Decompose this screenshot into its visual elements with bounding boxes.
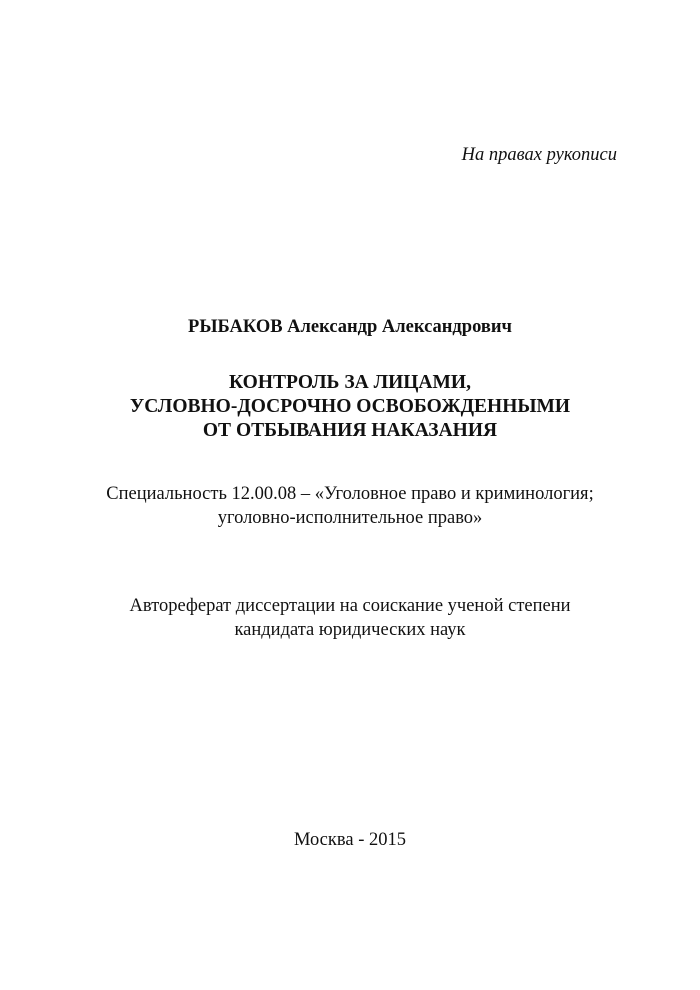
title-line: КОНТРОЛЬ ЗА ЛИЦАМИ,	[229, 372, 471, 393]
specialty-line: уголовно-исполнительное право»	[217, 508, 483, 528]
manuscript-note: На правах рукописи	[461, 145, 617, 165]
degree-line: кандидата юридических наук	[234, 620, 466, 640]
title-line: ОТ ОТБЫВАНИЯ НАКАЗАНИЯ	[202, 420, 498, 441]
author-name: РЫБАКОВ Александр Александрович	[188, 317, 512, 337]
title-line: УСЛОВНО-ДОСРОЧНО ОСВОБОЖДЕННЫМИ	[129, 396, 571, 417]
specialty-line: Специальность 12.00.08 – «Уголовное право и криминология;	[106, 484, 594, 504]
degree-line: Автореферат диссертации на соискание ученой степени	[129, 596, 571, 616]
place-year: Москва - 2015	[293, 830, 406, 850]
